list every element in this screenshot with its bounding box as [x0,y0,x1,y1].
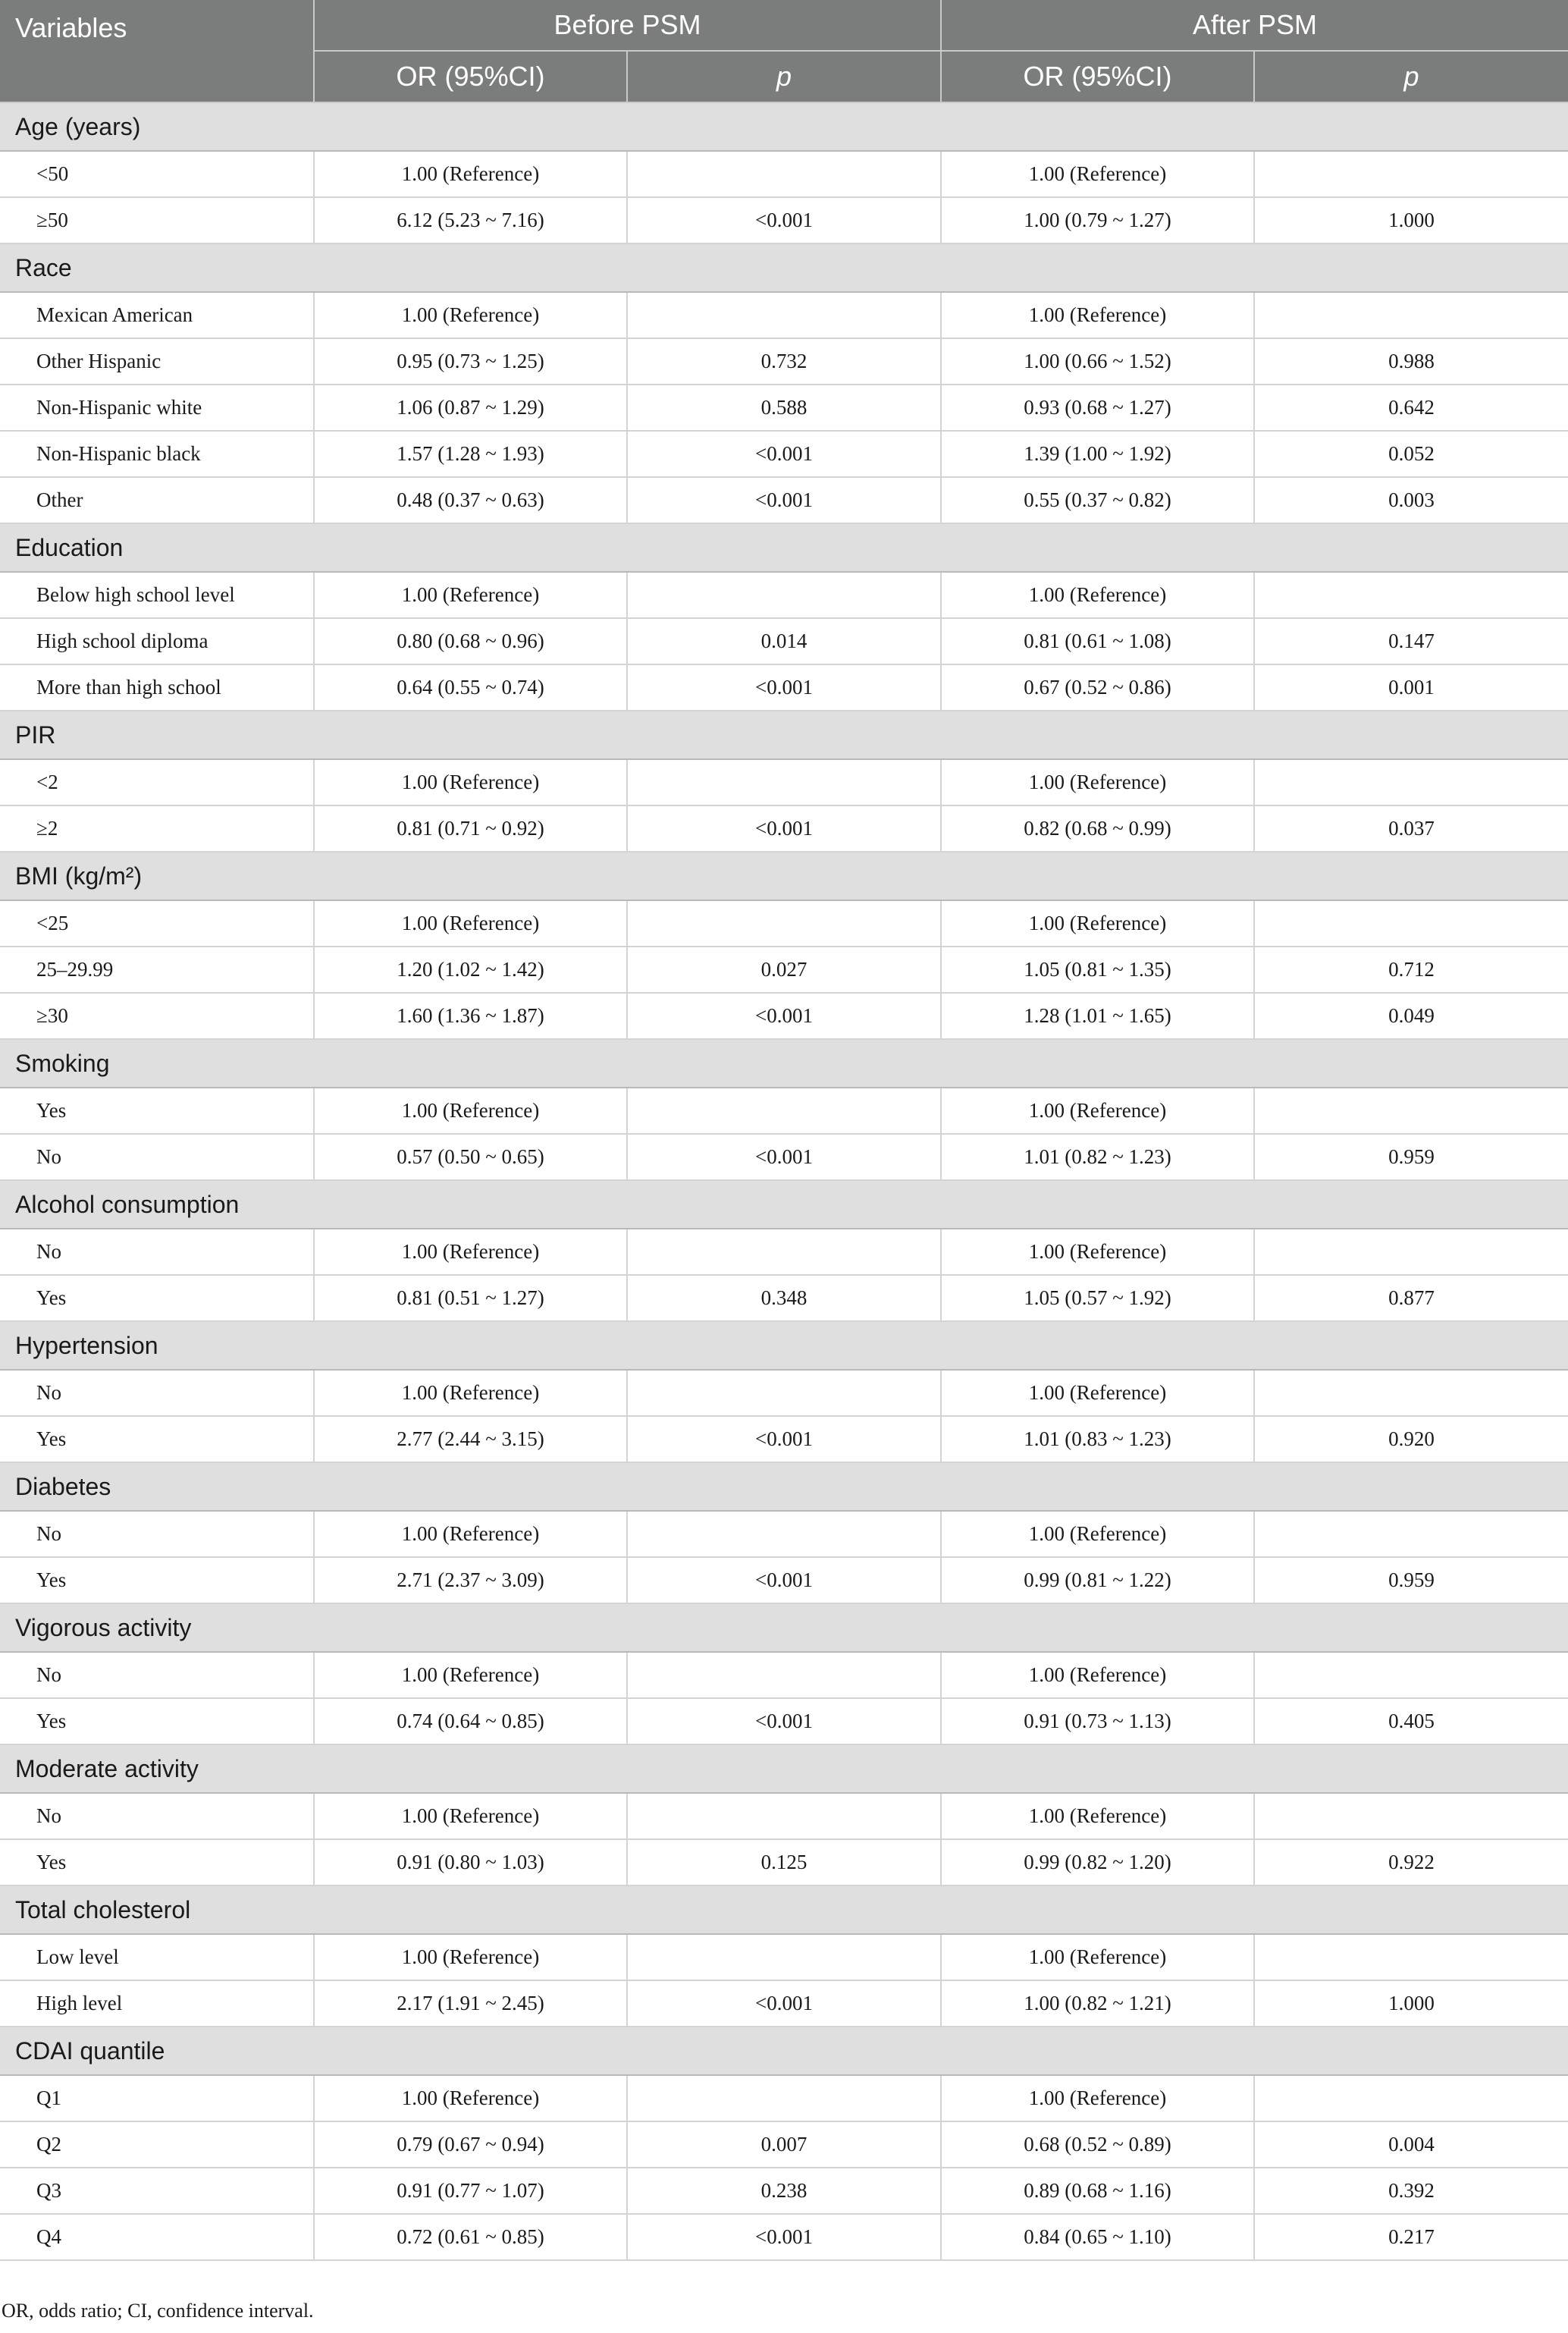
or-after-cell: 1.00 (0.82 ~ 1.21) [941,1980,1254,2027]
p-after-cell [1254,1088,1568,1134]
p-after-cell [1254,292,1568,338]
section-title: Race [0,243,1568,292]
or-before-cell: 0.64 (0.55 ~ 0.74) [314,664,627,711]
row-label: No [0,1652,314,1698]
p-after-cell: 0.642 [1254,385,1568,431]
table-row [0,431,1568,477]
section-title: Total cholesterol [0,1886,1568,1934]
or-after-cell: 0.93 (0.68 ~ 1.27) [941,385,1254,431]
row-label: No [0,1134,314,1180]
table-row [0,1793,1568,1839]
p-after-cell [1254,1793,1568,1839]
section-title: Age (years) [0,102,1568,151]
section-title: Vigorous activity [0,1603,1568,1652]
or-after-cell: 0.82 (0.68 ~ 0.99) [941,805,1254,852]
p-after-cell: 0.217 [1254,2214,1568,2260]
section-title: Education [0,523,1568,572]
p-before-cell: 0.007 [627,2121,941,2168]
or-after-cell: 1.00 (Reference) [941,1511,1254,1557]
p-before-cell [627,1934,941,1980]
or-before-cell: 0.81 (0.71 ~ 0.92) [314,805,627,852]
row-label: <25 [0,900,314,947]
p-before-cell [627,572,941,618]
row-label: Low level [0,1934,314,1980]
table-row [0,2121,1568,2168]
section-header-row [0,243,1568,292]
p-after-cell [1254,1652,1568,1698]
table-row [0,805,1568,852]
or-before-cell: 1.00 (Reference) [314,1793,627,1839]
or-before-cell: 6.12 (5.23 ~ 7.16) [314,197,627,243]
or-before-cell: 0.72 (0.61 ~ 0.85) [314,2214,627,2260]
p-before-cell: <0.001 [627,993,941,1039]
p-after-cell [1254,2075,1568,2121]
table-row [0,1980,1568,2027]
or-before-cell: 2.17 (1.91 ~ 2.45) [314,1980,627,2027]
p-before-cell: <0.001 [627,1698,941,1744]
row-label: <50 [0,151,314,197]
or-before-cell: 1.00 (Reference) [314,292,627,338]
p-after-cell: 0.037 [1254,805,1568,852]
section-title: Hypertension [0,1321,1568,1370]
header-p-before: p [627,51,941,102]
section-header-row [0,1603,1568,1652]
or-after-cell: 1.00 (Reference) [941,900,1254,947]
table-row [0,197,1568,243]
row-label: Q4 [0,2214,314,2260]
p-before-cell: <0.001 [627,1557,941,1603]
or-before-cell: 1.00 (Reference) [314,1370,627,1416]
or-after-cell: 0.89 (0.68 ~ 1.16) [941,2168,1254,2214]
or-before-cell: 2.71 (2.37 ~ 3.09) [314,1557,627,1603]
table-row [0,2075,1568,2121]
or-after-cell: 0.55 (0.37 ~ 0.82) [941,477,1254,523]
or-before-cell: 0.48 (0.37 ~ 0.63) [314,477,627,523]
section-title: PIR [0,711,1568,759]
section-title: Moderate activity [0,1744,1568,1793]
table-row [0,900,1568,947]
section-title: CDAI quantile [0,2027,1568,2075]
header-or-before: OR (95%CI) [314,51,627,102]
p-before-cell [627,1229,941,1275]
row-label: ≥30 [0,993,314,1039]
row-label: No [0,1511,314,1557]
or-after-cell: 1.00 (Reference) [941,151,1254,197]
row-label: Other [0,477,314,523]
or-after-cell: 1.28 (1.01 ~ 1.65) [941,993,1254,1039]
p-before-cell: 0.348 [627,1275,941,1321]
or-before-cell: 0.95 (0.73 ~ 1.25) [314,338,627,385]
row-label: Other Hispanic [0,338,314,385]
row-label: No [0,1370,314,1416]
p-before-cell [627,759,941,805]
row-label: 25–29.99 [0,947,314,993]
p-after-cell [1254,900,1568,947]
or-after-cell: 1.00 (Reference) [941,759,1254,805]
p-before-cell [627,900,941,947]
section-title: Alcohol consumption [0,1180,1568,1229]
or-before-cell: 1.00 (Reference) [314,1229,627,1275]
or-after-cell: 0.81 (0.61 ~ 1.08) [941,618,1254,664]
or-before-cell: 0.81 (0.51 ~ 1.27) [314,1275,627,1321]
p-after-cell: 0.712 [1254,947,1568,993]
table-row [0,1275,1568,1321]
p-before-cell: <0.001 [627,1416,941,1462]
p-before-cell [627,1793,941,1839]
p-before-cell: 0.125 [627,1839,941,1886]
p-after-cell: 1.000 [1254,1980,1568,2027]
section-header-row [0,852,1568,900]
header-after-psm: After PSM [941,0,1568,51]
p-after-cell [1254,1511,1568,1557]
p-after-cell: 0.392 [1254,2168,1568,2214]
row-label: Non-Hispanic white [0,385,314,431]
row-label: Yes [0,1088,314,1134]
section-header-row [0,2027,1568,2075]
or-before-cell: 1.00 (Reference) [314,1652,627,1698]
row-label: High level [0,1980,314,2027]
table-row [0,1698,1568,1744]
p-after-cell: 0.959 [1254,1557,1568,1603]
or-before-cell: 0.91 (0.80 ~ 1.03) [314,1839,627,1886]
or-before-cell: 0.57 (0.50 ~ 0.65) [314,1134,627,1180]
or-before-cell: 0.91 (0.77 ~ 1.07) [314,2168,627,2214]
table-row [0,993,1568,1039]
p-before-cell: <0.001 [627,2214,941,2260]
p-before-cell: <0.001 [627,431,941,477]
row-label: Yes [0,1275,314,1321]
p-after-cell: 0.004 [1254,2121,1568,2168]
or-after-cell: 1.05 (0.57 ~ 1.92) [941,1275,1254,1321]
p-after-cell [1254,1934,1568,1980]
row-label: Q3 [0,2168,314,2214]
p-after-cell [1254,759,1568,805]
or-after-cell: 1.00 (Reference) [941,572,1254,618]
p-after-cell: 0.003 [1254,477,1568,523]
p-after-cell: 0.147 [1254,618,1568,664]
row-label: No [0,1793,314,1839]
or-after-cell: 1.00 (Reference) [941,1088,1254,1134]
p-before-cell [627,151,941,197]
p-after-cell: 1.000 [1254,197,1568,243]
section-header-row [0,1321,1568,1370]
or-after-cell: 1.01 (0.82 ~ 1.23) [941,1134,1254,1180]
or-after-cell: 0.99 (0.81 ~ 1.22) [941,1557,1254,1603]
or-after-cell: 1.39 (1.00 ~ 1.92) [941,431,1254,477]
or-after-cell: 1.05 (0.81 ~ 1.35) [941,947,1254,993]
or-after-cell: 1.00 (Reference) [941,1652,1254,1698]
section-title: Diabetes [0,1462,1568,1511]
table-row [0,947,1568,993]
or-after-cell: 0.99 (0.82 ~ 1.20) [941,1839,1254,1886]
or-before-cell: 1.20 (1.02 ~ 1.42) [314,947,627,993]
or-after-cell: 1.00 (Reference) [941,1370,1254,1416]
table-row [0,338,1568,385]
p-before-cell: <0.001 [627,1134,941,1180]
or-after-cell: 1.00 (0.66 ~ 1.52) [941,338,1254,385]
p-before-cell: <0.001 [627,477,941,523]
p-after-cell: 0.959 [1254,1134,1568,1180]
or-before-cell: 1.00 (Reference) [314,1088,627,1134]
row-label: Q2 [0,2121,314,2168]
p-after-cell: 0.049 [1254,993,1568,1039]
section-header-row [0,1462,1568,1511]
p-after-cell [1254,1229,1568,1275]
or-before-cell: 0.80 (0.68 ~ 0.96) [314,618,627,664]
table-row [0,151,1568,197]
or-before-cell: 1.06 (0.87 ~ 1.29) [314,385,627,431]
or-before-cell: 1.00 (Reference) [314,1934,627,1980]
p-before-cell: <0.001 [627,197,941,243]
or-after-cell: 1.00 (0.79 ~ 1.27) [941,197,1254,243]
p-after-cell: 0.405 [1254,1698,1568,1744]
row-label: Yes [0,1698,314,1744]
or-before-cell: 1.57 (1.28 ~ 1.93) [314,431,627,477]
or-after-cell: 1.00 (Reference) [941,1229,1254,1275]
p-before-cell: <0.001 [627,805,941,852]
table-body [0,102,1568,2260]
header-before-psm: Before PSM [314,0,941,51]
or-before-cell: 1.00 (Reference) [314,900,627,947]
p-before-cell: <0.001 [627,1980,941,2027]
table-row [0,1652,1568,1698]
or-after-cell: 0.91 (0.73 ~ 1.13) [941,1698,1254,1744]
or-before-cell: 1.60 (1.36 ~ 1.87) [314,993,627,1039]
p-before-cell [627,1088,941,1134]
section-title: Smoking [0,1039,1568,1088]
or-after-cell: 1.00 (Reference) [941,292,1254,338]
p-before-cell [627,292,941,338]
or-before-cell: 1.00 (Reference) [314,2075,627,2121]
row-label: Q1 [0,2075,314,2121]
table-row [0,1416,1568,1462]
table-row [0,1934,1568,1980]
table-row [0,664,1568,711]
p-after-cell [1254,1370,1568,1416]
or-after-cell: 1.00 (Reference) [941,2075,1254,2121]
p-before-cell [627,1370,941,1416]
row-label: ≥50 [0,197,314,243]
table-row [0,1557,1568,1603]
section-header-row [0,711,1568,759]
p-after-cell: 0.920 [1254,1416,1568,1462]
p-before-cell [627,2075,941,2121]
or-before-cell: 0.79 (0.67 ~ 0.94) [314,2121,627,2168]
section-header-row [0,1886,1568,1934]
row-label: Mexican American [0,292,314,338]
or-before-cell: 2.77 (2.44 ~ 3.15) [314,1416,627,1462]
or-after-cell: 1.00 (Reference) [941,1793,1254,1839]
section-header-row [0,1039,1568,1088]
p-after-cell: 0.052 [1254,431,1568,477]
row-label: Yes [0,1557,314,1603]
header-variables: Variables [0,0,314,102]
row-label: ≥2 [0,805,314,852]
table-row [0,1229,1568,1275]
p-before-cell: 0.027 [627,947,941,993]
table-footnote: OR, odds ratio; CI, confidence interval. [2,2300,314,2322]
table-row [0,759,1568,805]
or-before-cell: 1.00 (Reference) [314,151,627,197]
row-label: Yes [0,1416,314,1462]
table-row [0,2168,1568,2214]
row-label: Non-Hispanic black [0,431,314,477]
table-row [0,1511,1568,1557]
table-row [0,1088,1568,1134]
table-row [0,2214,1568,2260]
p-after-cell: 0.877 [1254,1275,1568,1321]
p-after-cell: 0.922 [1254,1839,1568,1886]
or-after-cell: 1.01 (0.83 ~ 1.23) [941,1416,1254,1462]
table-row [0,572,1568,618]
or-before-cell: 1.00 (Reference) [314,759,627,805]
row-label: Yes [0,1839,314,1886]
row-label: No [0,1229,314,1275]
p-before-cell: 0.014 [627,618,941,664]
table-row [0,477,1568,523]
p-before-cell: 0.732 [627,338,941,385]
p-before-cell [627,1511,941,1557]
row-label: <2 [0,759,314,805]
or-after-cell: 0.67 (0.52 ~ 0.86) [941,664,1254,711]
section-title: BMI (kg/m²) [0,852,1568,900]
or-after-cell: 1.00 (Reference) [941,1934,1254,1980]
section-header-row [0,1180,1568,1229]
table-row [0,1839,1568,1886]
table-row [0,385,1568,431]
table-row [0,1134,1568,1180]
p-before-cell: <0.001 [627,664,941,711]
or-before-cell: 1.00 (Reference) [314,1511,627,1557]
section-header-row [0,102,1568,151]
p-before-cell: 0.588 [627,385,941,431]
p-after-cell: 0.001 [1254,664,1568,711]
header-or-after: OR (95%CI) [941,51,1254,102]
table-row [0,1370,1568,1416]
section-header-row [0,1744,1568,1793]
header-p-after: p [1254,51,1568,102]
p-after-cell: 0.988 [1254,338,1568,385]
p-after-cell [1254,151,1568,197]
or-before-cell: 0.74 (0.64 ~ 0.85) [314,1698,627,1744]
section-header-row [0,523,1568,572]
or-after-cell: 0.84 (0.65 ~ 1.10) [941,2214,1254,2260]
p-before-cell: 0.238 [627,2168,941,2214]
row-label: High school diploma [0,618,314,664]
table-row [0,618,1568,664]
p-before-cell [627,1652,941,1698]
or-after-cell: 0.68 (0.52 ~ 0.89) [941,2121,1254,2168]
table-row [0,292,1568,338]
or-before-cell: 1.00 (Reference) [314,572,627,618]
row-label: More than high school [0,664,314,711]
row-label: Below high school level [0,572,314,618]
p-after-cell [1254,572,1568,618]
